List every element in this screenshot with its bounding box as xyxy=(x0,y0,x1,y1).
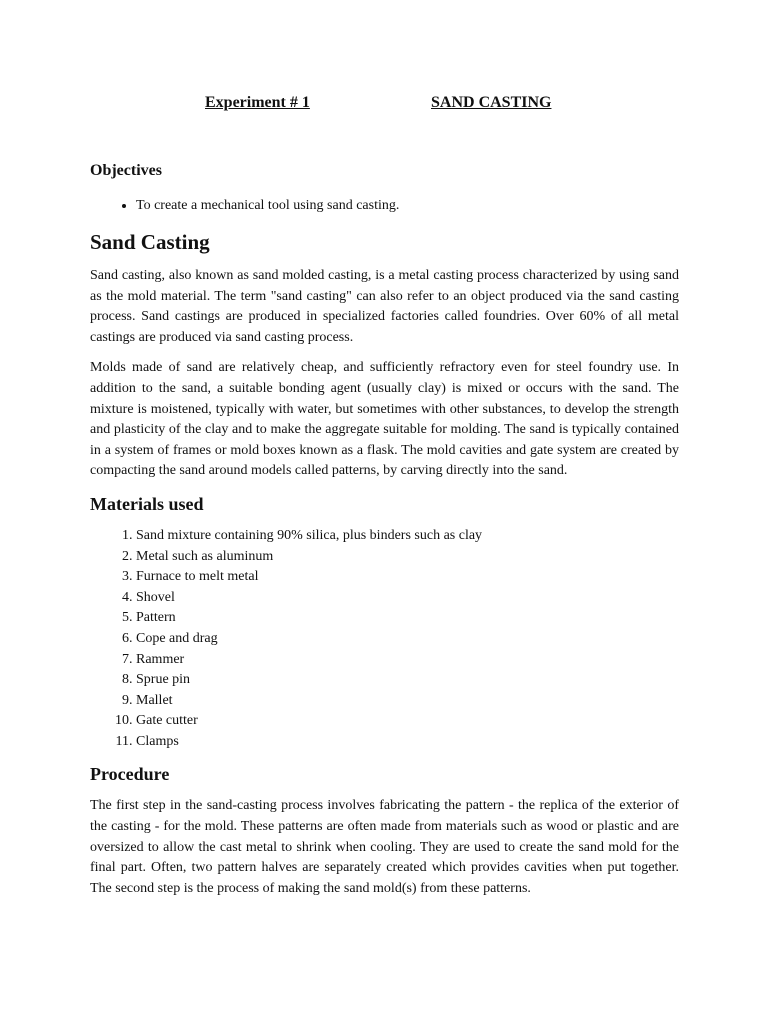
objectives-list xyxy=(90,196,679,216)
material-item: 11. Clamps xyxy=(136,732,679,753)
material-item: 4. Shovel xyxy=(136,588,679,609)
experiment-number: Experiment # 1 xyxy=(205,94,310,111)
materials-heading: Materials used xyxy=(90,493,204,514)
procedure-paragraph: The first step in the sand-casting process involves fabricating the pattern - the replica of the exterior of the casting - for the mold. These patterns are often made from materials such as wood or plastic and are oversized to allow the cast metal to shrink when cooling. They are used to create the sand mold for the final part. Often, two pattern halves are separately created which provides cavities when put together. The second step is the process of making the sand mold(s) from these patterns. xyxy=(90,798,679,896)
objective-item: • To create a mechanical tool using sand casting. xyxy=(136,196,679,216)
objectives-heading: Objectives xyxy=(90,162,162,179)
material-item: 1. Sand mixture containing 90% silica, plus binders such as clay xyxy=(136,526,679,547)
material-item: 6. Cope and drag xyxy=(136,629,679,650)
document-title: SAND CASTING xyxy=(431,94,552,111)
sand-casting-heading: Sand Casting xyxy=(90,230,210,254)
intro-paragraph: Sand casting, also known as sand molded casting, is a metal casting process characterized by using sand as the mold material. The term "sand casting" can also refer to an object produced via the sand casting process. Sand castings are produced in specialized factories called foundries. Over 60% of all metal castings are produced via sand casting process. xyxy=(90,268,679,345)
materials-list xyxy=(90,526,679,753)
procedure-heading: Procedure xyxy=(90,764,170,785)
document-body xyxy=(90,160,679,909)
material-item: 8. Sprue pin xyxy=(136,670,679,691)
material-item: 5. Pattern xyxy=(136,608,679,629)
material-item: 2. Metal such as aluminum xyxy=(136,547,679,568)
material-item: 3. Furnace to melt metal xyxy=(136,567,679,588)
title-row xyxy=(0,94,768,116)
material-item: 9. Mallet xyxy=(136,691,679,712)
material-item: 7. Rammer xyxy=(136,650,679,671)
molds-paragraph: Molds made of sand are relatively cheap, and sufficiently refractory even for steel foundry use. In addition to the sand, a suitable bonding agent (usually clay) is mixed or occurs with the sand. The mixture is moistened, typically with water, but sometimes with other substances, to develop the strength and plasticity of the clay and to make the aggregate suitable for molding. The sand is typically contained in a system of frames or mold boxes known as a flask. The mold cavities and gate system are created by compacting the sand around models called patterns, by carving directly into the sand. xyxy=(90,360,679,479)
material-item: 10. Gate cutter xyxy=(136,711,679,732)
